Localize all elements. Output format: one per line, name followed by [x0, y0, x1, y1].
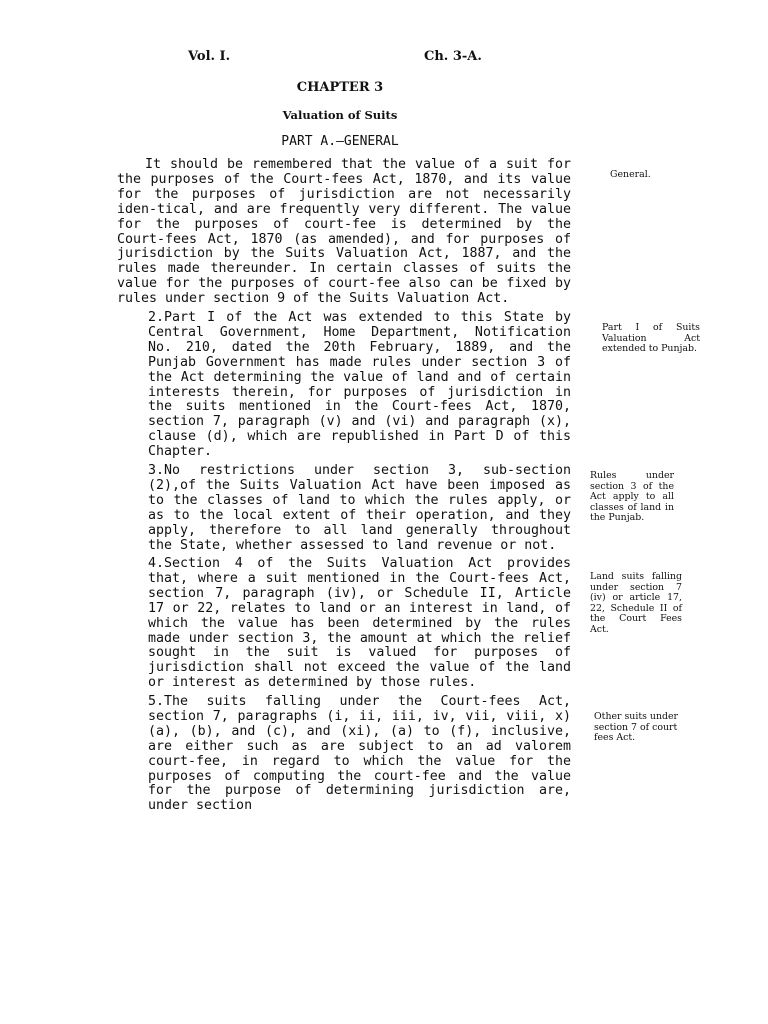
margin-note-part-i: Part I of Suits Valuation Act extended to Punjab.	[602, 322, 700, 355]
paragraph-1: It should be remembered that the value of a suit for the purposes of the Court-fees Act, 1870, and its value for the purposes of jurisdiction are not necessarily iden-tical, and are frequently very different. The value for the purposes of court-fee is determined by the Court-fees Act, 1870 (as amended), and for purposes of jurisdiction by the Suits Valuation Act, 1887, and the rules made thereunder. In certain classes of suits the value for the purposes of court-fee also can be fixed by rules under section 9 of the Suits Valuation Act.	[117, 157, 571, 307]
margin-note-other-suits: Other suits under section 7 of court fees Act.	[594, 711, 679, 744]
margin-note-general: General.	[610, 169, 651, 180]
part-heading: PART A.—GENERAL	[281, 134, 399, 149]
paragraph-3: 3.No restrictions under section 3, sub-section (2),of the Suits Valuation Act have been imposed as to the classes of land to which the rules apply, or as to the local extent of their operation, and they apply, therefore to all land generally throughout the State, whether assessed to land revenue or not.	[148, 463, 571, 553]
paragraph-4: 4.Section 4 of the Suits Valuation Act provides that, where a suit mentioned in the Court-fees Act, section 7, paragraph (iv), or Schedule II, Article 17 or 22, relates to land or an interest in land, of which the value has been determined by the rules made under section 3, the amount at which the relief sought in the suit is valued for purposes of jurisdiction shall not exceed the value of the land or interest as determined by those rules.	[148, 556, 571, 691]
margin-note-rules: Rules under section 3 of the Act apply to all classes of land in the Punjab.	[590, 470, 674, 524]
volume-label: Vol. I.	[188, 49, 231, 64]
chapter-reference: Ch. 3-A.	[424, 49, 482, 64]
margin-note-land-suits: Land suits falling under section 7 (iv) or article 17, 22, Schedule II of the Court Fees Act.	[590, 571, 682, 635]
paragraph-5: 5.The suits falling under the Court-fees Act, section 7, paragraphs (i, ii, iii, iv, vii, viii, x) (a), (b), and (c), and (xi), (a) to (f), inclusive, are either such as are subject to an ad valorem court-fee, in regard to which the value for the purposes of computing the court-fee and the value for the purpose of determining jurisdiction are, under section	[148, 694, 571, 814]
paragraph-2: 2.Part I of the Act was extended to this State by Central Government, Home Department, Notification No. 210, dated the 20th February, 1889, and the Punjab Government has made rules under section 3 of the Act determining the value of land and of certain interests therein, for purposes of jurisdiction in the suits mentioned in the Court-fees Act, 1870, section 7, paragraph (v) and (vi) and paragraph (x), clause (d), which are republished in Part D of this Chapter.	[148, 310, 571, 460]
chapter-title: CHAPTER 3	[296, 80, 384, 95]
section-subtitle: Valuation of Suits	[282, 108, 398, 122]
